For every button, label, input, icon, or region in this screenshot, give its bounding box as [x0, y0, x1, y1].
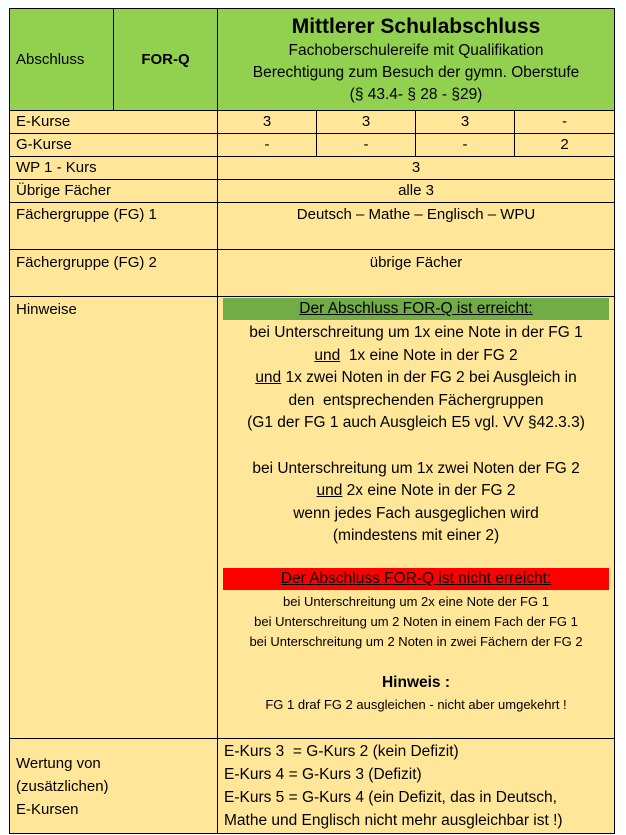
wertung-line-1: E-Kurs 3 = G-Kurs 2 (kein Defizit) [224, 743, 459, 760]
fg2-row [10, 250, 615, 297]
wertung-row [10, 739, 615, 834]
reached-line-3 [223, 367, 609, 390]
wertung-content [218, 739, 615, 834]
wertung-line-2: E-Kurs 4 = G-Kurs 3 (Defizit) [224, 766, 422, 783]
g-kurse-row [10, 134, 615, 157]
reached-line-5: (G1 der FG 1 auch Ausgleich E5 vgl. VV §42.3.3) [247, 414, 585, 432]
note-title: Hinweis : [381, 673, 451, 691]
not-reached-line-2: bei Unterschreitung um 2 Noten in einem Fach der FG 1 [254, 613, 578, 629]
spacer [223, 435, 609, 458]
reached-b-line-4: (mindestens mit einer 2) [332, 527, 500, 545]
note-text: FG 1 draf FG 2 ausgleichen - nicht aber umgekehrt ! [265, 696, 567, 712]
e-kurse-row [10, 111, 615, 134]
fg1-row [10, 203, 615, 250]
reached-line-3-text: 1x zwei Noten in der FG 2 bei Ausgleich in [281, 369, 577, 387]
reached-b-line-2 [223, 480, 609, 503]
hinweise-label: Hinweise [10, 297, 218, 739]
fg2-value: übrige Fächer [218, 250, 615, 297]
uebrige-row [10, 180, 615, 203]
e-kurse-value-2: 3 [317, 111, 416, 134]
not-reached-banner: Der Abschluss FOR-Q ist nicht erreicht: [223, 568, 609, 590]
wertung-line-3: E-Kurs 5 = G-Kurs 4 (ein Defizit, das in Deutsch, [224, 789, 557, 806]
g-kurse-value-3: - [416, 134, 515, 157]
subtitle-1: Fachoberschulereife mit Qualifikation [288, 41, 544, 59]
not-reached-line-3: bei Unterschreitung um 2 Noten in zwei Fächern der FG 2 [249, 633, 583, 649]
reached-banner: Der Abschluss FOR-Q ist erreicht: [223, 298, 609, 320]
e-kurse-value-4: - [515, 111, 615, 134]
subtitle-3: (§ 43.4- § 28 - §29) [349, 85, 483, 103]
abschluss-label: Abschluss [10, 9, 114, 111]
subtitle-2: Berechtigung zum Besuch der gymn. Oberstufe [252, 63, 580, 81]
uebrige-value: alle 3 [218, 180, 615, 203]
und-underline: und [255, 369, 282, 387]
e-kurse-label: E-Kurse [10, 111, 218, 134]
und-underline: und [316, 482, 343, 500]
reached-b-line-3: wenn jedes Fach ausgeglichen wird [293, 504, 539, 522]
header-title-cell [218, 9, 615, 111]
und-underline: und [314, 346, 341, 364]
reached-line-2-text: 1x eine Note in der FG 2 [340, 346, 518, 364]
spacer [223, 652, 609, 672]
page-title: Mittlerer Schulabschluss [291, 14, 541, 38]
fg1-label: Fächergruppe (FG) 1 [10, 203, 218, 250]
reached-line-4: den entsprechenden Fächergruppen [288, 391, 544, 409]
reached-line-1: bei Unterschreitung um 1x eine Note in der FG 1 [249, 324, 583, 341]
wertung-label-1: Wertung von [16, 754, 101, 772]
reached-b-line-2-text: 2x eine Note in der FG 2 [342, 482, 516, 500]
fg1-value: Deutsch – Mathe – Englisch – WPU [218, 203, 615, 250]
reached-line-2 [223, 345, 609, 368]
wertung-label-3: E-Kursen [16, 800, 79, 818]
not-reached-line-1: bei Unterschreitung um 2x eine Note der FG 1 [283, 593, 549, 609]
wertung-label-2: (zusätzlichen) [16, 777, 109, 795]
wp1-row [10, 157, 615, 180]
spacer [223, 548, 609, 568]
hinweise-content [218, 297, 615, 739]
forq-code: FOR-Q [114, 9, 218, 111]
uebrige-label: Übrige Fächer [10, 180, 218, 203]
wertung-label [10, 739, 218, 834]
abschluss-table [9, 8, 615, 834]
wp1-label: WP 1 - Kurs [10, 157, 218, 180]
e-kurse-value-1: 3 [218, 111, 317, 134]
g-kurse-label: G-Kurse [10, 134, 218, 157]
g-kurse-value-2: - [317, 134, 416, 157]
e-kurse-value-3: 3 [416, 111, 515, 134]
header-row [10, 9, 615, 111]
wertung-line-4: Mathe und Englisch nicht mehr ausgleichbar ist !) [224, 812, 563, 829]
wp1-value: 3 [218, 157, 615, 180]
hinweise-row [10, 297, 615, 739]
g-kurse-value-4: 2 [515, 134, 615, 157]
fg2-label: Fächergruppe (FG) 2 [10, 250, 218, 297]
g-kurse-value-1: - [218, 134, 317, 157]
reached-b-line-1: bei Unterschreitung um 1x zwei Noten der FG 2 [252, 459, 580, 477]
